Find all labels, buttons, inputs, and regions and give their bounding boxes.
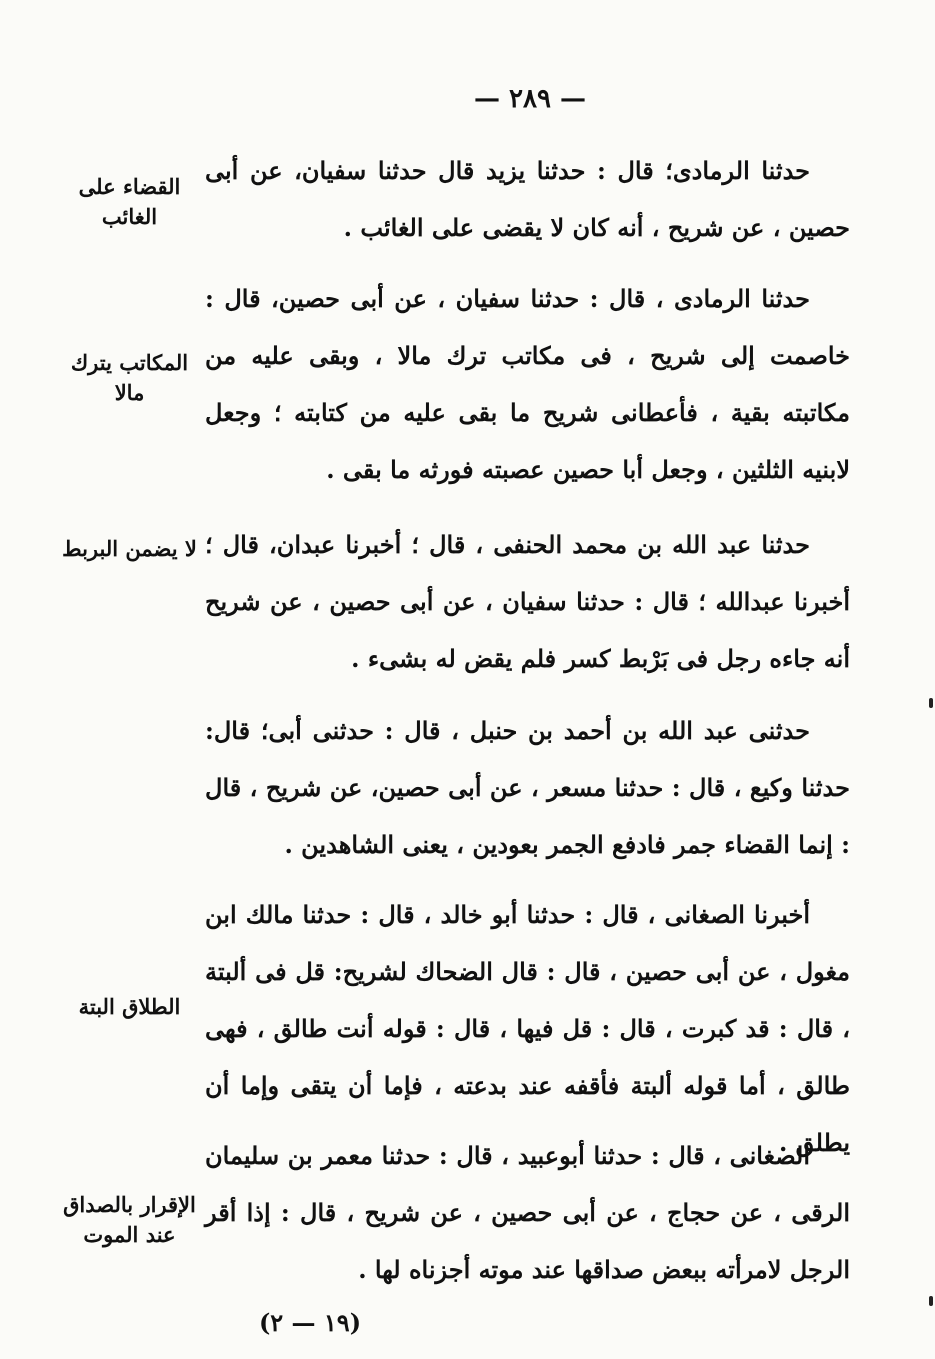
paragraph: حدثنا الرمادى؛ قال : حدثنا يزيد قال حدثنا سفيان، عن أبى حصين ، عن شريح ، أنه كان لا يقضى على الغائب .	[205, 156, 850, 242]
margin-note-mukatab: المكاتب يترك مالا	[70, 350, 189, 405]
scan-speck	[929, 1296, 933, 1306]
paragraph-2-block	[205, 270, 850, 498]
paragraph: حدثنا الرمادى ، قال : حدثنا سفيان ، عن أبى حصين، قال : خاصمت إلى شريح ، فى مكاتب ترك مالا ، وبقى عليه من مكاتبته بقية ، فأعطانى شريح ما بقى عليه من كتابته ؛ وجعل لابنيه الثلثين ، وجعل أبا حصين عصبته فورثه ما بقى .	[205, 284, 850, 484]
paragraph: أخبرنا الصغانى ، قال : حدثنا أبو خالد ، قال : حدثنا مالك ابن مغول ، عن أبى حصين ، قال : قال الضحاك لشريح: قل فى ألبتة ، قال : قد كبرت ، قال : قل فيها ، قال : قوله أنت طالق ، فهى طالق ، أما قوله ألبتة فأقفه عند بدعته ، فإما أن يتقى وإما أن يطلق .	[205, 900, 850, 1157]
paragraph-4-block	[205, 702, 850, 873]
scan-speck	[929, 698, 933, 708]
margin-note-judgment-absent: القضاء على الغائب	[78, 174, 181, 229]
paragraph-1-block	[205, 142, 850, 256]
paragraph: الصغانى ، قال : حدثنا أبوعبيد ، قال : حدثنا معمر بن سليمان الرقى ، عن حجاج ، عن أبى حصين ، عن شريح ، قال : إذا أقر الرجل لامرأته ببعض صداقها عند موته أجزناه لها .	[205, 1141, 850, 1284]
paragraph-6-block	[205, 1127, 850, 1298]
paragraph-3-block	[205, 516, 850, 687]
paragraph: حدثنى عبد الله بن أحمد بن حنبل ، قال : حدثنى أبى؛ قال: حدثنا وكيع ، قال : حدثنا مسعر ، عن أبى حصين، عن شريح ، قال : إنما القضاء جمر فادفع الجمر بعودين ، يعنى الشاهدين .	[205, 716, 850, 859]
margin-note-divorce: الطلاق البتة	[78, 994, 181, 1019]
printer-signature-mark: (١٩ — ٢)	[258, 1308, 362, 1337]
margin-note-barbat: لا يضمن البربط	[62, 536, 197, 561]
paragraph: حدثنا عبد الله بن محمد الحنفى ، قال ؛ أخبرنا عبدان، قال ؛ أخبرنا عبدالله ؛ قال : حدثنا سفيان ، عن أبى حصين ، عن شريح أنه جاءه رجل فى بَرْبط كسر فلم يقض له بشىء .	[205, 530, 850, 673]
margin-note-dowry-acknowledgment: الإقرار بالصداق عند الموت	[63, 1192, 196, 1247]
page-number: — ٢٨٩ —	[473, 84, 587, 114]
